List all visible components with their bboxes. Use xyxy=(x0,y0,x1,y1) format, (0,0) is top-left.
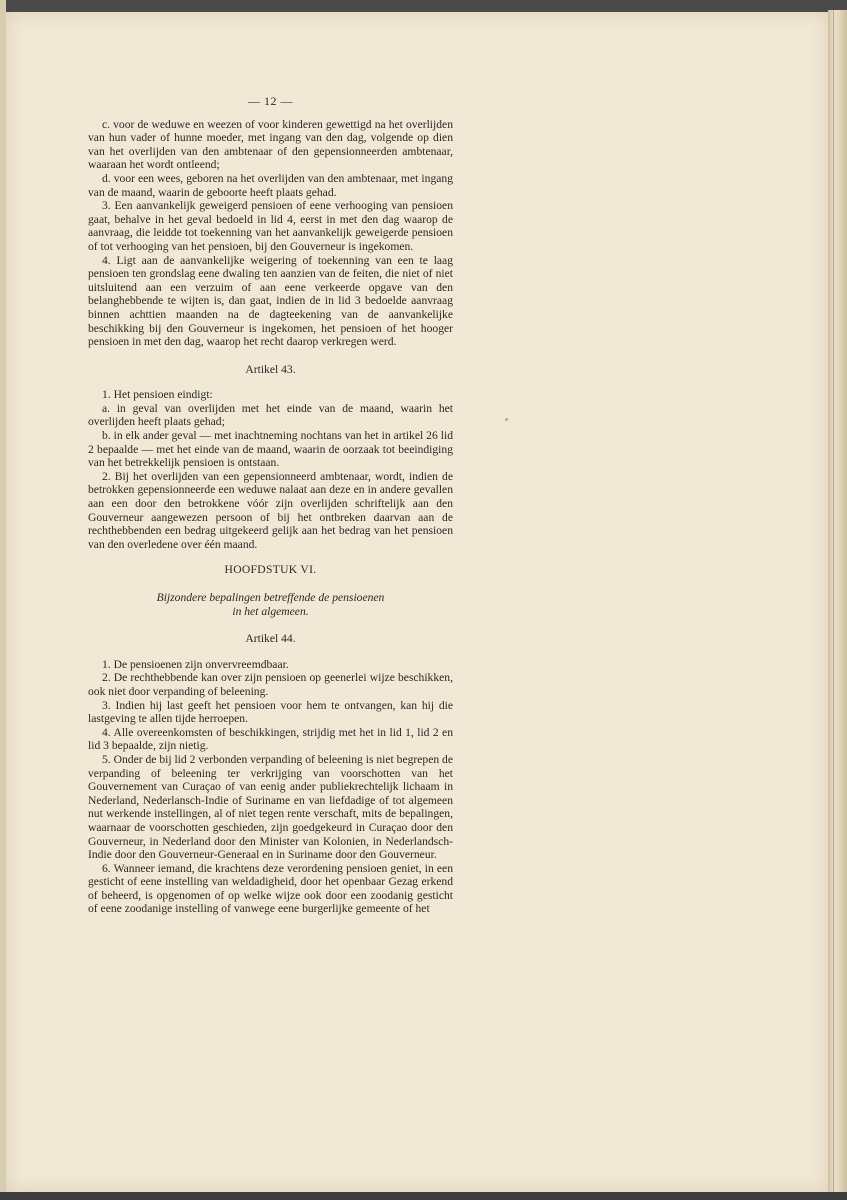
paragraph: d. voor een wees, geboren na het overlijden van den ambtenaar, met ingang van de maand, waarin de geboorte heeft plaats gehad. xyxy=(88,171,453,199)
paragraph: 4. Alle overeenkomsten of beschikkingen, strijdig met het in lid 1, lid 2 en lid 3 bepaalde, zijn nietig. xyxy=(88,725,453,753)
paragraph: 1. Het pensioen eindigt: xyxy=(102,388,213,402)
scan-bottom-edge xyxy=(0,1192,847,1200)
paragraph: 2. De rechthebbende kan over zijn pensioen op geenerlei wijze beschikken, ook niet door verpanding of beleening. xyxy=(88,671,453,698)
article-heading: Artikel 44. xyxy=(245,632,296,646)
chapter-subtitle-line: in het algemeen. xyxy=(232,604,309,618)
paragraph: b. in elk ander geval — met inachtneming nochtans van het in artikel 26 lid 2 bepaalde — met het einde van de maand, waarin de oorzaak tot beeindiging van het betrekkelijk pensioen is ontstaan. xyxy=(88,429,453,470)
scan-top-edge xyxy=(0,0,847,12)
paragraph: 2. Bij het overlijden van een gepensionneerd ambtenaar, wordt, indien de betrokken gepensionneerde een weduwe nalaat aan deze en in andere gevallen aan een door den betrokkene vóór zijn overlijden schriftelijk aan den Gouverneur aangewezen persoon of bij het ontbreken daarvan aan de rechthebbenden een bedrag uitgekeerd gelijk aan het bedrag van het pensioen van den overledene over één maand. xyxy=(88,469,453,551)
article-heading: Artikel 43. xyxy=(245,362,296,376)
paragraph: a. in geval van overlijden met het einde van de maand, waarin het overlijden heeft plaats gehad; xyxy=(88,401,453,429)
chapter-heading: HOOFDSTUK VI. xyxy=(224,563,317,577)
paragraph: 5. Onder de bij lid 2 verbonden verpanding of beleening is niet begrepen de verpanding of beleening ter verkrijging van voorschotten van het Gouvernement van Curaçao of van eenig ander publiekrechtelijk lichaam in Nederland, Nederlansch-Indie of Suriname en van liefdadige of tot algemeen nut werkende instellingen, al of niet tegen rente verschaft, mits de bepalingen, waarnaar de voorschotten geschieden, zijn goedgekeurd in Curaçao door den Gouverneur, in Nederland door den Minister van Kolonien, in Nederlandsch-Indie door den Gouverneur-Generaal en in Suriname door den Gouverneur. xyxy=(88,752,453,862)
paragraph: c. voor de weduwe en weezen of voor kinderen gewettigd na het overlijden van hun vader of hunne moeder, met ingang van den dag, volgende op dien van het overlijden van den ambtenaar of den gepensionneerden ambtenaar, waaraan het wordt ontleend; xyxy=(88,117,453,172)
document-text-column xyxy=(88,95,453,916)
paragraph: 1. De pensioenen zijn onvervreemdbaar. xyxy=(102,657,289,671)
paragraph: 6. Wanneer iemand, die krachtens deze verordening pensioen geniet, in een gesticht of eene instelling van weldadigheid, door het openbaar Gezag erkend of beheerd, is opgenomen of op welke wijze ook door een zoodanig gesticht of eene zoodanige instelling of vanwege eene burgerlijke gemeente of het xyxy=(88,861,453,916)
paragraph: 3. Indien hij last geeft het pensioen voor hem te ontvangen, kan hij die lastgeving te allen tijde herroepen. xyxy=(88,698,453,726)
next-page-edge xyxy=(828,10,847,1195)
paragraph: 4. Ligt aan de aanvankelijke weigering of toekenning van een te laag pensioen ten grondslag eene dwaling ten aanzien van de feiten, die niet of niet uitsluitend aan een verzuim of aan eene verkeerde opgave van den belanghebbende te wijten is, dan gaat, indien de in lid 3 bedoelde aanvraag binnen achttien maanden na de dagteekening van de aanvankelijke beschikking bij den Gouverneur is ingekomen, het pensioen of het hooger pensioen in met den dag, waarop het recht daarop verkregen werd. xyxy=(88,253,453,349)
page-number: — 12 — xyxy=(248,94,293,108)
paper-speck xyxy=(505,418,508,421)
document-body xyxy=(88,118,453,916)
chapter-subtitle xyxy=(88,591,453,618)
chapter-subtitle-line: Bijzondere bepalingen betreffende de pensioenen xyxy=(156,591,385,604)
paragraph: 3. Een aanvankelijk geweigerd pensioen of eene verhooging van pensioen gaat, behalve in het geval bedoeld in lid 4, eerst in met den dag waarop de aanvraag, die leidde tot toekenning van het aanvankelijk geweigerde pensioen of tot verhooging van het pensioen, bij den Gouverneur is ingekomen. xyxy=(88,199,453,253)
